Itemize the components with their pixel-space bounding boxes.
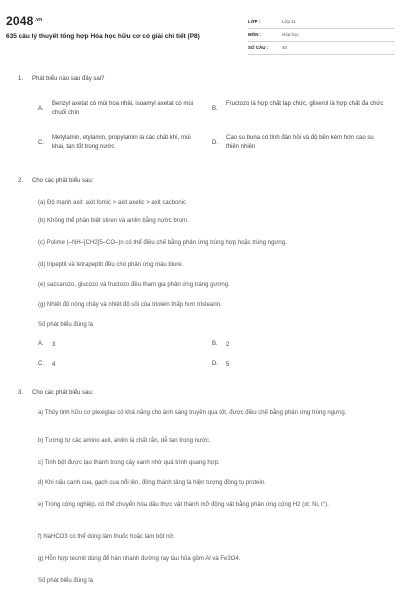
meta-key-question-count: SỐ CÂU : bbox=[248, 45, 269, 50]
site-logo[interactable] bbox=[6, 14, 42, 28]
option-letter: D. bbox=[212, 140, 218, 146]
statement-e: e) Trong công nghiệp, có thể chuyển hóa dầu thực vật thành mỡ động vật bằng phản ứng cộng H2 (xt: Ni, t°). bbox=[38, 502, 329, 508]
document-meta bbox=[248, 16, 394, 55]
meta-value-grade: Lớp 11 bbox=[282, 19, 296, 24]
option-letter: C. bbox=[38, 361, 44, 367]
option-letter: C. bbox=[38, 140, 44, 146]
meta-row-question-count bbox=[248, 42, 394, 55]
option-letter: D. bbox=[212, 361, 218, 367]
statement-e: (e) saccarozo, glucozo và fructozo đều tham gia phản ứng tráng gương. bbox=[38, 282, 230, 288]
option-text: 3 bbox=[52, 342, 56, 348]
page-header bbox=[6, 14, 394, 64]
question-prompt: Phát biểu nào sau đây sai? bbox=[32, 76, 105, 82]
question-number: 2. bbox=[18, 178, 24, 184]
question-prompt: Cho các phát biểu sau: bbox=[32, 390, 94, 396]
option-text: Cao su buna có tính đàn hồi và độ bền kém hơn cao su thiên nhiên bbox=[226, 135, 374, 150]
meta-row-grade bbox=[248, 16, 394, 29]
option-text: Benzyl axetat có mùi hoa nhài, isoamyl axetat có mùi chuối chín bbox=[52, 101, 194, 116]
statement-f: f) NaHCO3 có thể dùng làm thuốc hoặc làm bột nở. bbox=[38, 534, 176, 540]
meta-value-subject: Hóa học bbox=[282, 32, 299, 37]
meta-row-subject bbox=[248, 29, 394, 42]
statement-a: (a) Độ mạnh axit: axit fomic > axit axetic > axit cacbonic bbox=[38, 200, 187, 206]
statement-d: d) Khi nấu canh cua, gạch cua nổi lên, đông thành tảng là hiện tượng đông tụ protein. bbox=[38, 480, 266, 486]
option-letter: B. bbox=[212, 341, 218, 347]
logo-text: 2048 bbox=[6, 14, 34, 28]
option-text: 4 bbox=[52, 362, 56, 368]
option-text: Metylamin, etylamin, propylamin là các chất khí, mùi khai, tan tốt trong nước bbox=[52, 135, 191, 150]
option-letter: A. bbox=[38, 106, 44, 112]
statement-g: g) Hỗn hợp tecmit dùng để hàn nhanh đường ray tàu hỏa gồm Al và Fe3O4. bbox=[38, 556, 241, 562]
logo-suffix: .vn bbox=[34, 17, 43, 23]
question-prompt: Cho các phát biểu sau: bbox=[32, 178, 94, 184]
statement-d: (d) tripeptit và tetrapeptit đều cho phản ứng màu biure. bbox=[38, 262, 184, 268]
statement-a: a) Thủy tinh hữu cơ plexiglas có khả năng cho ánh sáng truyền qua tốt, được điều chế bằng phản ứng trùng ngưng. bbox=[38, 410, 347, 416]
option-text: 5 bbox=[226, 362, 230, 368]
meta-value-question-count: 40 bbox=[282, 45, 288, 50]
statement-c: (c) Polime (–NH–[CH2]5–CO–)n có thể điều chế bằng phản ứng trùng hợp hoặc trùng ngưng. bbox=[38, 240, 287, 246]
option-text: 2 bbox=[226, 342, 230, 348]
question-number: 3. bbox=[18, 390, 24, 396]
question-ask: Số phát biểu đúng là bbox=[38, 322, 94, 328]
meta-key-subject: MÔN : bbox=[248, 32, 262, 37]
statement-c: c) Tinh bột được tạo thành trong cây xanh nhờ quá trình quang hợp. bbox=[38, 460, 220, 466]
statement-b: (b) Không thể phân biệt stiren và anilin bằng nước brom. bbox=[38, 218, 189, 224]
option-letter: A. bbox=[38, 341, 44, 347]
question-number: 1. bbox=[18, 76, 24, 82]
statement-g: (g) Nhiệt độ nóng chảy và nhiệt độ sôi của triolein thấp hơn tristearin. bbox=[38, 302, 222, 308]
document-title: 635 câu lý thuyết tổng hợp Hóa học hữu cơ có giải chi tiết (P8) bbox=[6, 33, 200, 40]
statement-b: b) Tương tự các amino axit, anilin là chất rắn, dễ tan trong nước. bbox=[38, 438, 211, 444]
option-text: Fructozo là hợp chất tạp chức, glixerol là hợp chất đa chức bbox=[226, 101, 384, 107]
question-ask: Số phát biểu đúng là bbox=[38, 578, 94, 584]
option-letter: B. bbox=[212, 106, 218, 112]
meta-key-grade: LỚP : bbox=[248, 19, 261, 24]
